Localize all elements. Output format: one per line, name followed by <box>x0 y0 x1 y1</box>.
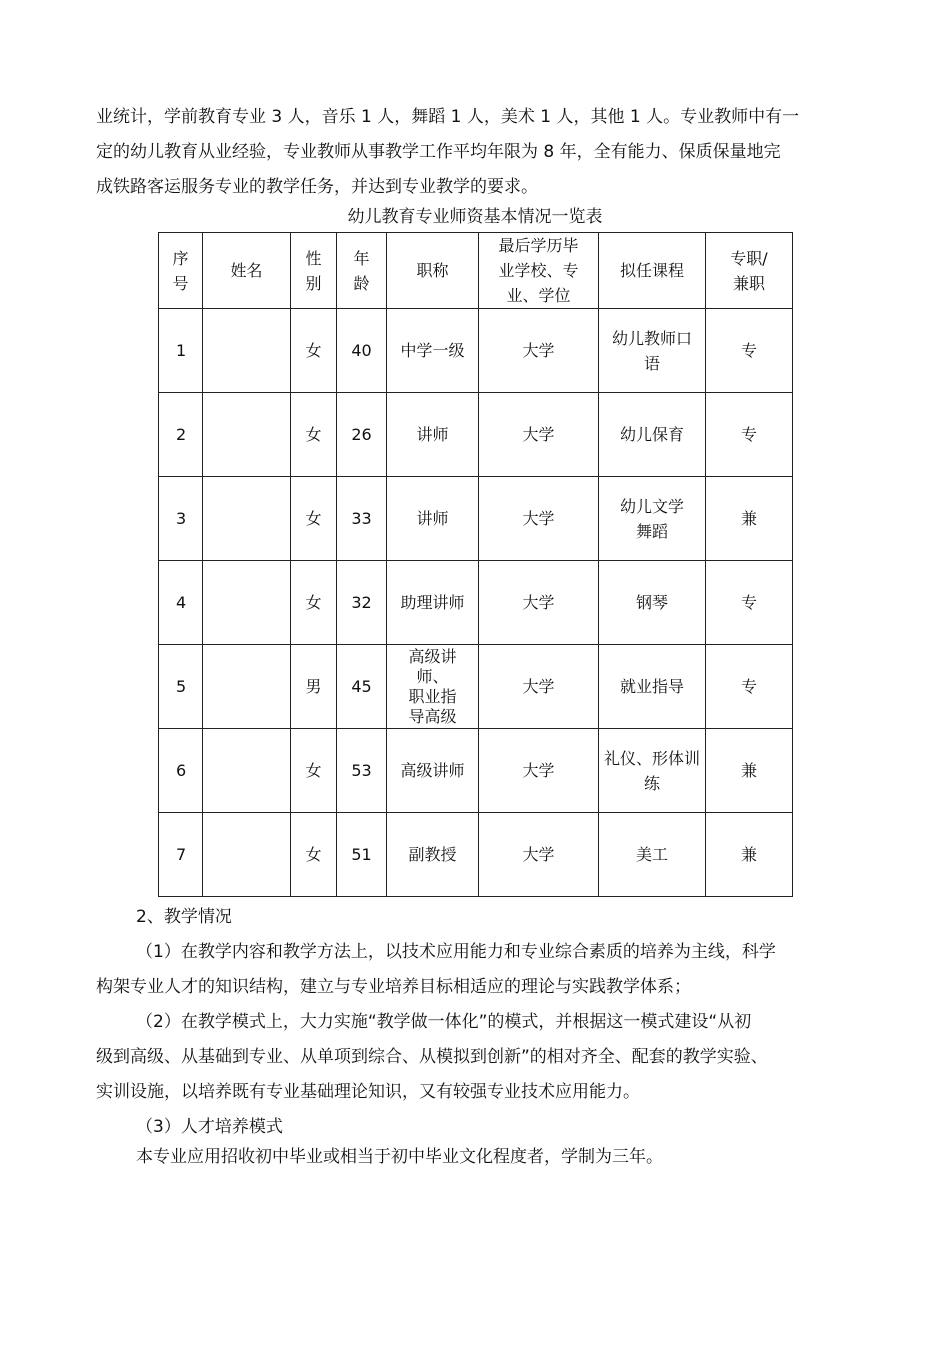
table-row <box>159 729 793 813</box>
cell-fulltime: 专 <box>706 645 793 729</box>
cell-index: 7 <box>159 813 203 897</box>
cell-name <box>203 309 291 393</box>
table-row <box>159 309 793 393</box>
teaching-mode-paragraph <box>96 1005 856 1110</box>
cell-course: 礼仪、形体训 练 <box>599 729 706 813</box>
cell-title: 副教授 <box>387 813 479 897</box>
paragraph-line: （1）在教学内容和教学方法上，以技术应用能力和专业综合素质的培养为主线，科学 <box>136 942 776 962</box>
cell-name <box>203 393 291 477</box>
cell-education: 大学 <box>479 729 599 813</box>
teaching-content-paragraph <box>96 935 856 1005</box>
cell-course: 幼儿教师口 语 <box>599 309 706 393</box>
cell-gender: 女 <box>291 309 337 393</box>
cell-index: 5 <box>159 645 203 729</box>
section-heading: 2、教学情况 <box>136 907 232 927</box>
cell-index: 1 <box>159 309 203 393</box>
cell-age: 53 <box>337 729 387 813</box>
cell-education: 大学 <box>479 645 599 729</box>
table-row <box>159 645 793 729</box>
cell-index: 4 <box>159 561 203 645</box>
header-name: 姓名 <box>203 233 291 309</box>
header-index: 序 号 <box>159 233 203 309</box>
cell-fulltime: 专 <box>706 561 793 645</box>
paragraph-line: 构架专业人才的知识结构，建立与专业培养目标相适应的理论与实践教学体系； <box>96 977 691 997</box>
header-gender: 性 别 <box>291 233 337 309</box>
cell-age: 51 <box>337 813 387 897</box>
table-row <box>159 561 793 645</box>
table-header-row <box>159 233 793 309</box>
header-fulltime: 专职/ 兼职 <box>706 233 793 309</box>
cell-gender: 女 <box>291 393 337 477</box>
table-row <box>159 393 793 477</box>
cell-index: 2 <box>159 393 203 477</box>
table-row <box>159 813 793 897</box>
cell-gender: 女 <box>291 477 337 561</box>
cell-age: 32 <box>337 561 387 645</box>
cell-fulltime: 兼 <box>706 729 793 813</box>
cell-name <box>203 561 291 645</box>
cell-course: 就业指导 <box>599 645 706 729</box>
cell-education: 大学 <box>479 393 599 477</box>
cell-course: 幼儿文学 舞蹈 <box>599 477 706 561</box>
table-row <box>159 477 793 561</box>
staff-table <box>158 232 793 897</box>
cell-gender: 女 <box>291 729 337 813</box>
cell-fulltime: 兼 <box>706 477 793 561</box>
cell-index: 6 <box>159 729 203 813</box>
cell-age: 26 <box>337 393 387 477</box>
header-age: 年 龄 <box>337 233 387 309</box>
training-mode-heading: （3）人才培养模式 <box>136 1117 283 1137</box>
cell-title: 讲师 <box>387 393 479 477</box>
cell-name <box>203 645 291 729</box>
cell-title: 助理讲师 <box>387 561 479 645</box>
cell-gender: 女 <box>291 561 337 645</box>
cell-fulltime: 兼 <box>706 813 793 897</box>
cell-education: 大学 <box>479 477 599 561</box>
cell-course: 幼儿保育 <box>599 393 706 477</box>
enrollment-paragraph: 本专业应用招收初中毕业或相当于初中毕业文化程度者，学制为三年。 <box>136 1147 663 1167</box>
header-education: 最后学历毕 业学校、专 业、学位 <box>479 233 599 309</box>
cell-age: 45 <box>337 645 387 729</box>
cell-name <box>203 813 291 897</box>
intro-line: 业统计，学前教育专业 3 人，音乐 1 人，舞蹈 1 人，美术 1 人，其他 1 人。专业教师中有一 <box>96 107 800 127</box>
intro-line: 定的幼儿教育从业经验，专业教师从事教学工作平均年限为 8 年，全有能力、保质保量地完 <box>96 142 781 162</box>
table-caption: 幼儿教育专业师资基本情况一览表 <box>347 207 603 227</box>
intro-paragraph <box>96 100 856 205</box>
cell-education: 大学 <box>479 309 599 393</box>
cell-gender: 男 <box>291 645 337 729</box>
cell-title: 讲师 <box>387 477 479 561</box>
cell-education: 大学 <box>479 561 599 645</box>
paragraph-line: 级到高级、从基础到专业、从单项到综合、从模拟到创新”的相对齐全、配套的教学实验、 <box>96 1047 768 1067</box>
cell-fulltime: 专 <box>706 309 793 393</box>
intro-line: 成铁路客运服务专业的教学任务，并达到专业教学的要求。 <box>96 177 538 197</box>
cell-title: 中学一级 <box>387 309 479 393</box>
cell-fulltime: 专 <box>706 393 793 477</box>
cell-course: 钢琴 <box>599 561 706 645</box>
paragraph-line: （2）在教学模式上，大力实施“教学做一体化”的模式，并根据这一模式建设“从初 <box>136 1012 752 1032</box>
cell-title: 高级讲师 <box>387 729 479 813</box>
header-title: 职称 <box>387 233 479 309</box>
cell-gender: 女 <box>291 813 337 897</box>
cell-education: 大学 <box>479 813 599 897</box>
cell-title: 高级讲 师、 职业指 导高级 <box>387 645 479 729</box>
cell-age: 40 <box>337 309 387 393</box>
paragraph-line: 实训设施，以培养既有专业基础理论知识，又有较强专业技术应用能力。 <box>96 1082 640 1102</box>
cell-index: 3 <box>159 477 203 561</box>
cell-course: 美工 <box>599 813 706 897</box>
header-course: 拟任课程 <box>599 233 706 309</box>
cell-name <box>203 729 291 813</box>
cell-name <box>203 477 291 561</box>
cell-age: 33 <box>337 477 387 561</box>
